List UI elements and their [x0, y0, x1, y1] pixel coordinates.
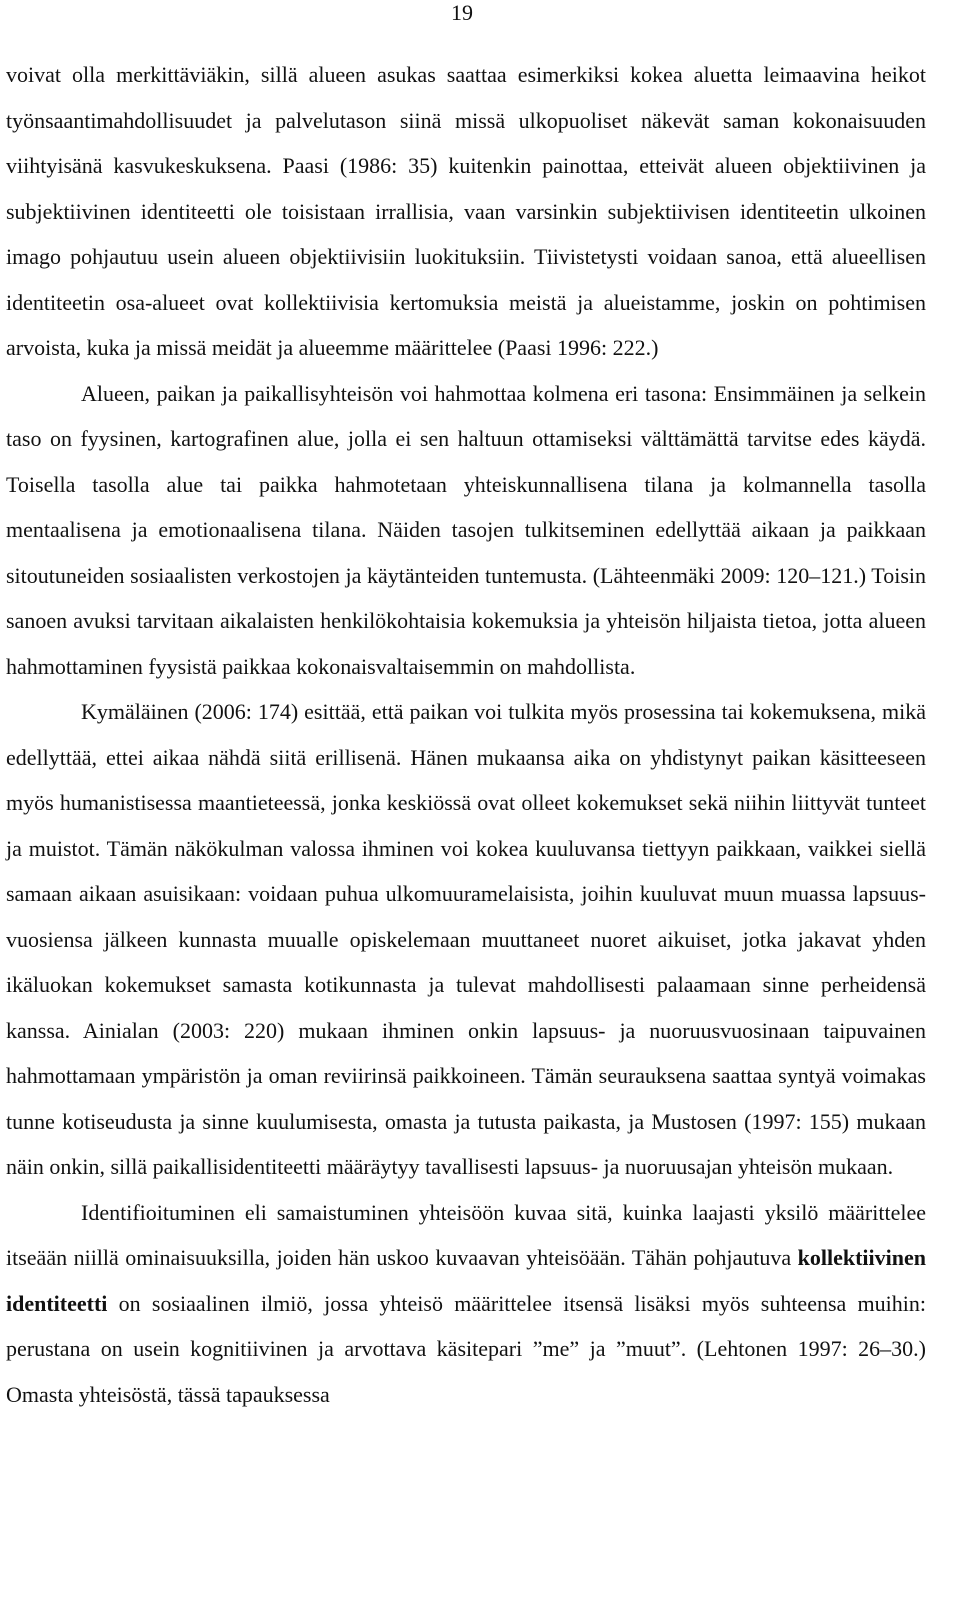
paragraph-collective-identity	[6, 1190, 926, 1418]
paragraph-regional-identity: voivat olla merkittäviäkin, sillä alueen asukas saattaa esimerkiksi kokea aluetta leimaavina heikot työnsaantimahdollisuudet ja palvelutason siinä missä ulkopuoliset näkevät saman kokonaisuuden viihtyisänä kasvukeskuksena. Paasi (1986: 35) kuitenkin painottaa, etteivät alueen objektiivinen ja subjektiivinen identiteetti ole toisistaan irrallisia, vaan varsinkin subjektiivisen identiteetin ulkoinen imago pohjautuu usein alueen objektiivisiin luokituksiin. Tiivistetysti voidaan sanoa, että alueellisen identiteetin osa-alueet ovat kollektiivisia kertomuksia meistä ja alueistamme, joskin on pohtimisen arvoista, kuka ja missä meidät ja alueemme määrittelee (Paasi 1996: 222.)	[6, 62, 926, 360]
paragraph-text-before-term: Identifioituminen eli samaistuminen yhteisöön kuvaa sitä, kuinka laajasti yksilö määrittelee itseään niillä ominaisuuksilla, joiden hän uskoo kuvaavan yhteisöään. Tähän pohjautuva	[6, 1199, 926, 1270]
paragraph-place-as-process: Kymäläinen (2006: 174) esittää, että paikan voi tulkita myös prosessina tai kokemuksena, mikä edellyttää, ettei aikaa nähdä siitä erillisenä. Hänen mukaansa aika on yhdistynyt paikan käsitteeseen myös humanistisessa maantieteessä, jonka keskiössä ovat olleet kokemukset sekä niihin liittyvät tunteet ja muistot. Tämän näkökulman valossa ihminen voi kokea kuuluvansa tiettyyn paikkaan, vaikkei siellä samaan aikaan asuisikaan: voidaan puhua ulkomuuramelaisista, joihin kuuluvat muun muassa lapsuusvuosiensa jälkeen kunnasta muualle opiskelemaan muuttaneet nuoret aikuiset, jotka jakavat yhden ikäluokan kokemukset samasta kotikunnasta ja tulevat mahdollisesti palaamaan sinne perheidensä kanssa. Ainialan (2003: 220) mukaan ihminen onkin lapsuus- ja nuoruusvuosinaan taipuvainen hahmottamaan ympäristön ja oman reviirinsä paikkoineen. Tämän seurauksena saattaa syntyä voimakas tunne kotiseudusta ja sinne kuulumisesta, omasta ja tutusta paikasta, ja Mustosen (1997: 155) mukaan näin onkin, sillä paikallisidentiteetti määräytyy tavallisesti lapsuus- ja nuoruusajan yhteisön mukaan.	[6, 699, 926, 1179]
paragraph-text-after-term: on sosiaalinen ilmiö, jossa yhteisö määrittelee itsensä lisäksi myös suhteensa muihin: perustana on usein kognitiivinen ja arvottava käsitepari ”me” ja ”muut”. (Lehtonen 1997: 26–30.) Omasta yhteisöstä, tässä tapauksessa	[6, 1290, 926, 1407]
body-text	[6, 52, 926, 1417]
paragraph-three-levels: Alueen, paikan ja paikallisyhteisön voi hahmottaa kolmena eri tasona: Ensimmäinen ja selkein taso on fyysinen, kartografinen alue, jolla ei sen haltuun ottamiseksi välttämättä tarvitse edes käydä. Toisella tasolla alue tai paikka hahmotetaan yhteiskunnallisena tilana ja kolmannella tasolla mentaalisena ja emotionaalisena tilana. Näiden tasojen tulkitseminen edellyttää aikaan ja paikkaan sitoutuneiden sosiaalisten verkostojen ja käytänteiden tuntemusta. (Lähteenmäki 2009: 120–121.) Toisin sanoen avuksi tarvitaan aikalaisten henkilökohtaisia kokemuksia ja yhteisön hiljaista tietoa, jotta alueen hahmottaminen fyysistä paikkaa kokonaisvaltaisemmin on mahdollista.	[6, 380, 926, 679]
page-number: 19	[451, 0, 473, 25]
key-term-collective-identity: kollektiivinen identiteetti	[6, 1245, 926, 1316]
